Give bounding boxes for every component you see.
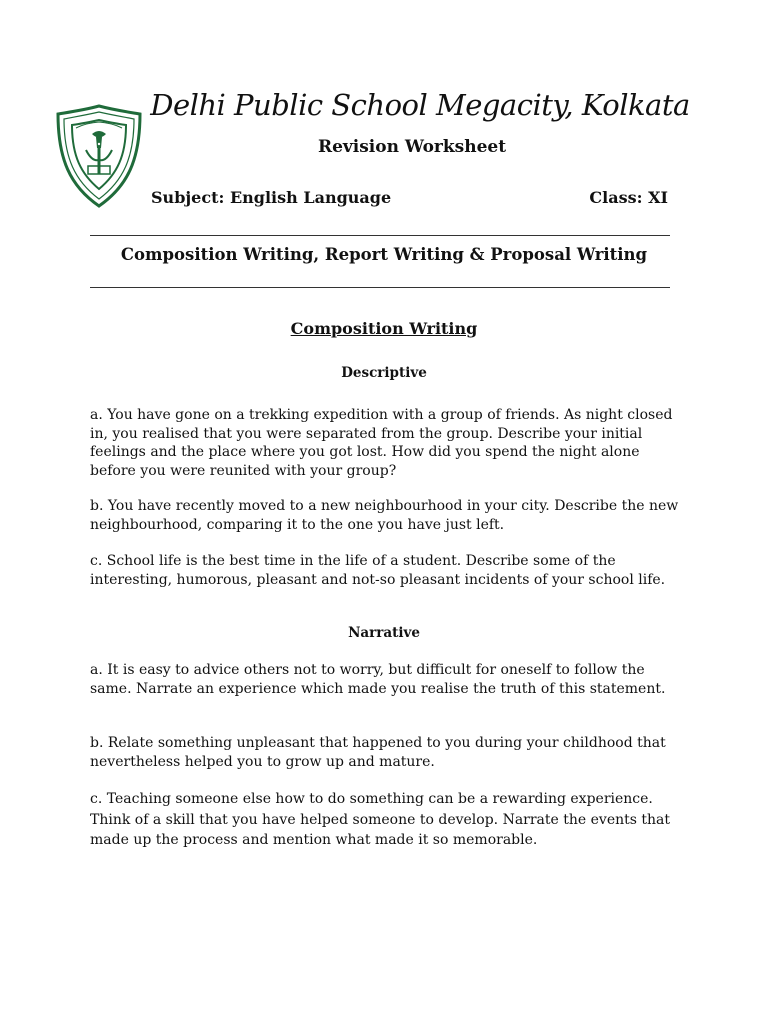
narrative-item-c: c. Teaching someone else how to do something can be a rewarding experience. Think of a skill that you have helped someone to develop. Narrate the events that made up the process and mention what made it so memorable. (90, 791, 671, 848)
topic-heading: Composition Writing, Report Writing & Proposal Writing (120, 245, 648, 264)
narrative-heading: Narrative (348, 625, 420, 641)
narrative-item-b: b. Relate something unpleasant that happened to you during your childhood that nevertheless helped you to grow up and mature. (90, 735, 666, 770)
descriptive-item-b: b. You have recently moved to a new neighbourhood in your city. Describe the new neighbourhood, comparing it to the one you have just left. (90, 498, 679, 533)
section-heading: Composition Writing (290, 319, 478, 338)
descriptive-item-a: a. You have gone on a trekking expedition with a group of friends. As night closed in, you realised that you were separated from the group. Describe your initial feelings and the place where you got lost. How did you spend the night alone before you were reunited with your group? (90, 407, 673, 479)
descriptive-item-c: c. School life is the best time in the life of a student. Describe some of the interesting, humorous, pleasant and not-so pleasant incidents of your school life. (90, 553, 666, 588)
school-name: Delhi Public School Megacity, Kolkata (150, 88, 690, 122)
descriptive-heading: Descriptive (341, 365, 427, 381)
top-divider (90, 235, 670, 236)
bottom-divider (90, 287, 670, 288)
subject-label: Subject: English Language (151, 188, 392, 207)
narrative-item-a: a. It is easy to advice others not to worry, but difficult for oneself to follow the same. Narrate an experience which made you realise the truth of this statement. (90, 662, 666, 697)
class-label: Class: XI (589, 188, 668, 207)
worksheet-title: Revision Worksheet (317, 137, 507, 157)
